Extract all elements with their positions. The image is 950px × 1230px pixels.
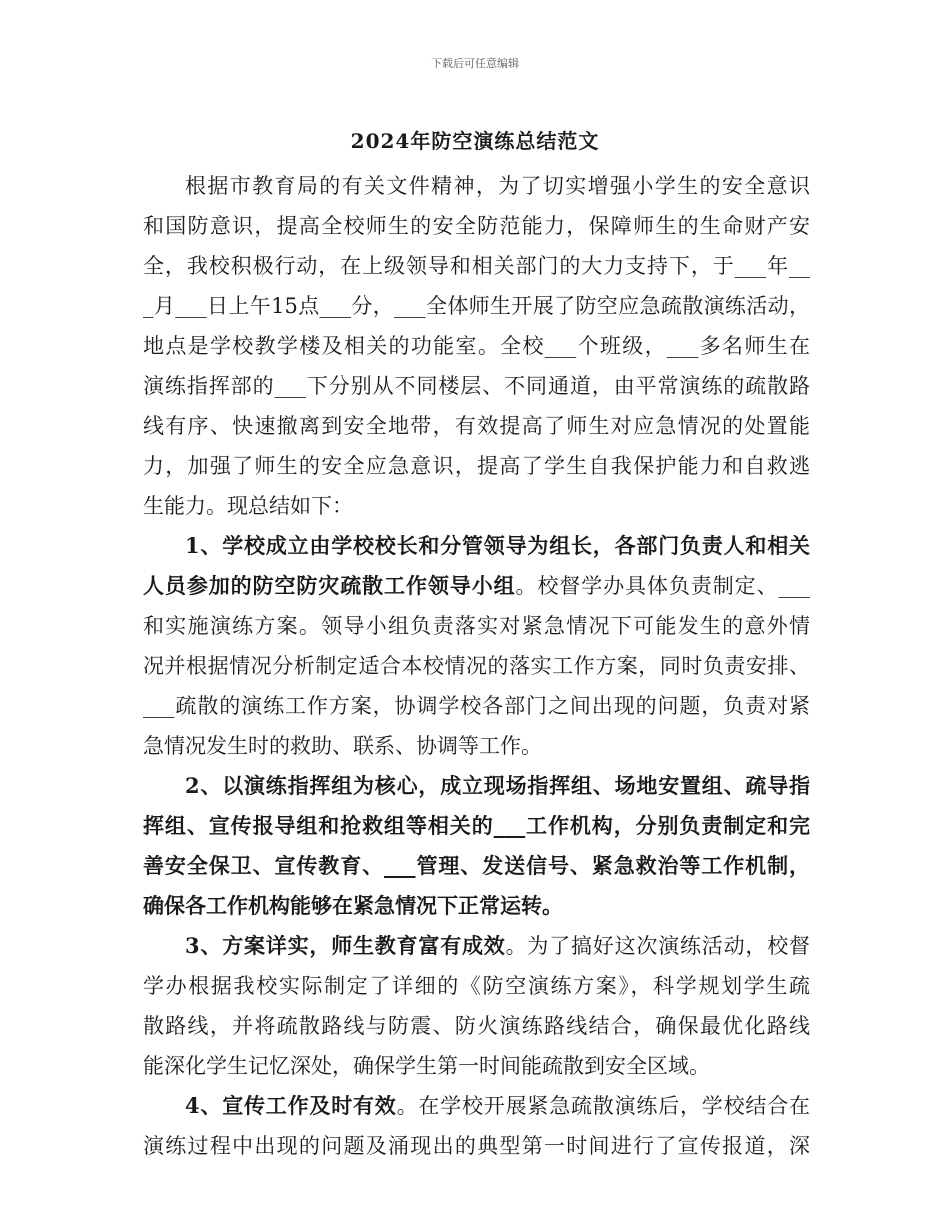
text-line: 地点是学校教学楼及相关的功能室。全校___个班级，___多名师生在: [143, 334, 810, 358]
text-line: [143, 566, 810, 606]
text-run: 学办根据我校实际制定了详细的《防空演练方案》，科学规划学生疏: [143, 974, 810, 998]
text-line: _月___日上午15点___分，___全体师生开展了防空应急疏散演练活动，: [143, 294, 810, 318]
text-line: 线有序、快速撤离到安全地带，有效提高了师生对应急情况的处置能: [143, 414, 810, 438]
text-line: [143, 1046, 810, 1086]
text-run: 和实施演练方案。领导小组负责落实对紧急情况下可能发生的意外情: [143, 614, 810, 638]
text-line: [143, 926, 810, 966]
bold-heading: 3、方案详实，师生教育富有成效: [185, 933, 506, 958]
text-line: 确保各工作机构能够在紧急情况下正常运转。: [143, 893, 563, 918]
text-run: 能深化学生记忆深处，确保学生第一时间能疏散到安全区域。: [143, 1054, 710, 1078]
paragraph-intro: [143, 166, 810, 526]
text-line: 全，我校积极行动，在上级领导和相关部门的大力支持下，于___年__: [143, 254, 810, 278]
text-line: [143, 1086, 810, 1126]
text-run: 。为了搞好这次演练活动，校督: [505, 934, 810, 958]
paragraph-3: [143, 926, 810, 1086]
text-line: 挥组、宣传报导组和抢救组等相关的___工作机构，分别负责制定和完: [143, 813, 810, 838]
text-run: ___疏散的演练工作方案，协调学校各部门之间出现的问题，负责对紧: [143, 694, 810, 718]
text-line: [143, 686, 810, 726]
bold-heading: 4、宣传工作及时有效: [185, 1093, 397, 1118]
text-run: 况并根据情况分析制定适合本校情况的落实工作方案，同时负责安排、: [143, 654, 810, 678]
text-line: 根据市教育局的有关文件精神，为了切实增强小学生的安全意识: [185, 174, 810, 198]
text-line: 生能力。现总结如下：: [143, 494, 353, 518]
text-run: 。校督学办具体负责制定、___: [515, 574, 810, 598]
bold-heading: 人员参加的防空防灾疏散工作领导小组: [143, 573, 516, 598]
text-line: [143, 526, 810, 566]
text-line: 和国防意识，提高全校师生的安全防范能力，保障师生的生命财产安: [143, 214, 810, 238]
text-line: [143, 1126, 810, 1166]
paragraph-4: [143, 1086, 810, 1166]
text-line: [143, 1006, 810, 1046]
text-line: 2、以演练指挥组为核心，成立现场指挥组、场地安置组、疏导指: [185, 773, 810, 798]
text-line: [143, 646, 810, 686]
document-title: 2024年防空演练总结范文: [350, 129, 600, 153]
text-line: [143, 606, 810, 646]
text-line: 演练指挥部的___下分别从不同楼层、不同通道，由平常演练的疏散路: [143, 374, 810, 398]
paragraph-1: [143, 526, 810, 766]
text-line: [143, 966, 810, 1006]
text-run: 散路线，并将疏散路线与防震、防火演练路线结合，确保最优化路线: [143, 1014, 810, 1038]
text-line: 善安全保卫、宣传教育、___管理、发送信号、紧急救治等工作机制，: [143, 853, 810, 878]
text-line: 力，加强了师生的安全应急意识，提高了学生自我保护能力和自救逃: [143, 454, 810, 478]
paragraph-2: [143, 766, 810, 926]
document-body: [143, 166, 810, 1166]
text-run: 急情况发生时的救助、联系、协调等工作。: [143, 734, 542, 758]
text-line: [143, 726, 810, 766]
text-run: 演练过程中出现的问题及涌现出的典型第一时间进行了宣传报道，深: [143, 1134, 810, 1158]
header-note: 下载后可任意编辑: [431, 57, 519, 70]
bold-heading: 1、学校成立由学校校长和分管领导为组长，各部门负责人和相关: [185, 533, 810, 558]
text-run: 。在学校开展紧急疏散演练后，学校结合在: [396, 1094, 810, 1118]
